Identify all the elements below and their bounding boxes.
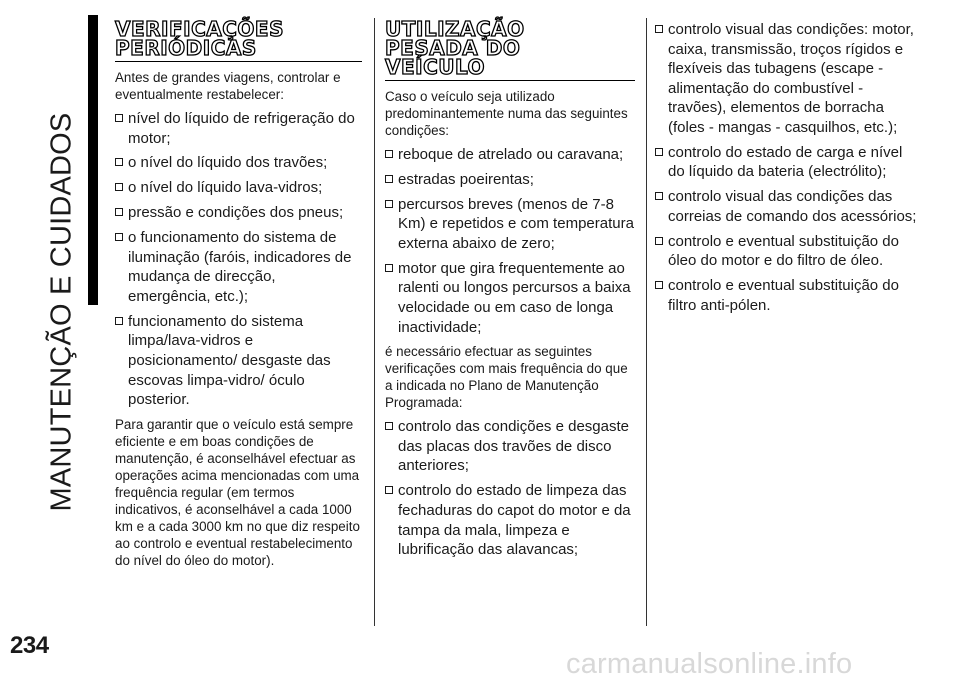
checkbox-bullet-icon — [385, 422, 393, 430]
list-item — [385, 259, 635, 337]
list-item-text: funcionamento do sistema limpa/lava-vidros e posicionamento/ desgaste das escovas limpa-vidro/ óculo posterior. — [128, 312, 331, 409]
checkbox-bullet-icon — [655, 25, 663, 33]
checkbox-bullet-icon — [115, 208, 123, 216]
list-item-text: controlo visual das condições: motor, caixa, transmissão, troços rígidos e flexíveis das tubagens (escape - alimentação do combustível - travões), elementos de borracha (foles - mangas - casquilhos, etc.); — [668, 21, 914, 136]
list-item-text: controlo e eventual substituição do óleo do motor e do filtro de óleo. — [668, 232, 899, 270]
list-item — [115, 312, 362, 410]
list-item — [655, 276, 917, 315]
checkbox-bullet-icon — [115, 233, 123, 241]
checkbox-bullet-icon — [115, 183, 123, 191]
watermark: carmanualsonline.info — [566, 648, 853, 680]
closing-paragraph: Para garantir que o veículo está sempre eficiente e em boas condições de manutenção, é aconselhável efectuar as operações acima mencionadas com uma frequência regular (em termos indicativos, é aconselhável a cada 1000 km e a cada 3000 km no que diz respeito ao controlo e eventual restabelecimento do nível do óleo do motor). — [115, 416, 360, 568]
list-item-text: controlo visual das condições das correias de comando dos acessórios; — [668, 188, 917, 225]
list-item-text: motor que gira frequentemente ao ralenti ou longos percursos a baixa velocidade ou em caso de longa inactividade; — [398, 259, 631, 336]
checkbox-bullet-icon — [385, 200, 393, 208]
checkbox-bullet-icon — [655, 237, 663, 245]
list-item — [115, 203, 362, 223]
heading-line: PERIÓDICAS — [115, 36, 257, 60]
checkbox-bullet-icon — [385, 150, 393, 158]
heading-line: PESADA DO — [385, 36, 521, 60]
checkbox-bullet-icon — [385, 264, 393, 272]
checkbox-bullet-icon — [385, 486, 393, 494]
list-item-text: reboque de atrelado ou caravana; — [398, 146, 624, 163]
checkbox-bullet-icon — [115, 158, 123, 166]
list-item — [655, 232, 917, 271]
list-item-text: percursos breves (menos de 7-8 Km) e repetidos e com temperatura externa abaixo de zero; — [398, 195, 634, 252]
checkbox-bullet-icon — [115, 114, 123, 122]
list-item-text: controlo das condições e desgaste das placas dos travões de disco anteriores; — [398, 418, 629, 475]
conditions-list — [385, 145, 635, 337]
list-item — [115, 228, 362, 306]
heading-heavy-use — [385, 17, 635, 81]
list-item — [115, 109, 362, 148]
column-heavy-use-continued — [655, 20, 917, 321]
list-item-text: controlo e eventual substituição do filtro anti-pólen. — [668, 277, 899, 314]
checkbox-bullet-icon — [655, 192, 663, 200]
column-divider — [374, 18, 375, 626]
checkbox-bullet-icon — [115, 317, 123, 325]
checkbox-bullet-icon — [655, 148, 663, 156]
list-item-text: nível do líquido de refrigeração do motor; — [128, 110, 355, 147]
list-item-text: estradas poeirentas; — [398, 170, 534, 188]
list-item-text: controlo do estado de carga e nível do líquido da bateria (electrólito); — [668, 143, 903, 181]
list-item-text: o funcionamento do sistema de iluminação (faróis, indicadores de mudança de direcção, emergência, etc.); — [128, 229, 352, 305]
intro-paragraph: Antes de grandes viagens, controlar e eventualmente restabelecer: — [115, 70, 341, 102]
list-item-text: o nível do líquido lava-vidros; — [128, 179, 323, 197]
intro-paragraph: Caso o veículo seja utilizado predominantemente numa das seguintes condições: — [385, 89, 628, 138]
heading-line: UTILIZAÇÃO — [385, 17, 525, 41]
list-item-text: controlo do estado de limpeza das fechaduras do capot do motor e da tampa da mala, limpeza e lubrificação das alavancas; — [398, 482, 631, 559]
list-item — [115, 153, 362, 173]
heading-line: VERIFICAÇÕES — [115, 17, 284, 41]
list-item — [385, 195, 635, 254]
middle-paragraph: é necessário efectuar as seguintes verificações com mais frequência do que a indicada no Plano de Manutenção Programada: — [385, 344, 628, 411]
column-heavy-use — [385, 17, 635, 565]
list-item-text: o nível do líquido dos travões; — [128, 154, 328, 172]
checkbox-bullet-icon — [655, 281, 663, 289]
list-item — [115, 178, 362, 198]
checks-list — [385, 417, 635, 559]
column-divider — [646, 18, 647, 626]
heading-line: VEÍCULO — [385, 55, 486, 79]
heading-periodic-checks — [115, 17, 362, 62]
list-item — [385, 417, 635, 476]
list-item-text: pressão e condições dos pneus; — [128, 204, 344, 222]
section-title-vertical: MANUTENÇÃO E CUIDADOS — [45, 112, 78, 512]
list-item — [385, 170, 635, 190]
page-number: 234 — [10, 632, 49, 659]
list-item — [655, 20, 917, 138]
list-item — [655, 143, 917, 182]
checks-list — [655, 20, 917, 316]
checks-list — [115, 109, 362, 410]
section-marker-bar — [88, 15, 98, 305]
list-item — [655, 187, 917, 226]
list-item — [385, 481, 635, 559]
list-item — [385, 145, 635, 165]
column-periodic-checks — [115, 17, 362, 575]
checkbox-bullet-icon — [385, 175, 393, 183]
